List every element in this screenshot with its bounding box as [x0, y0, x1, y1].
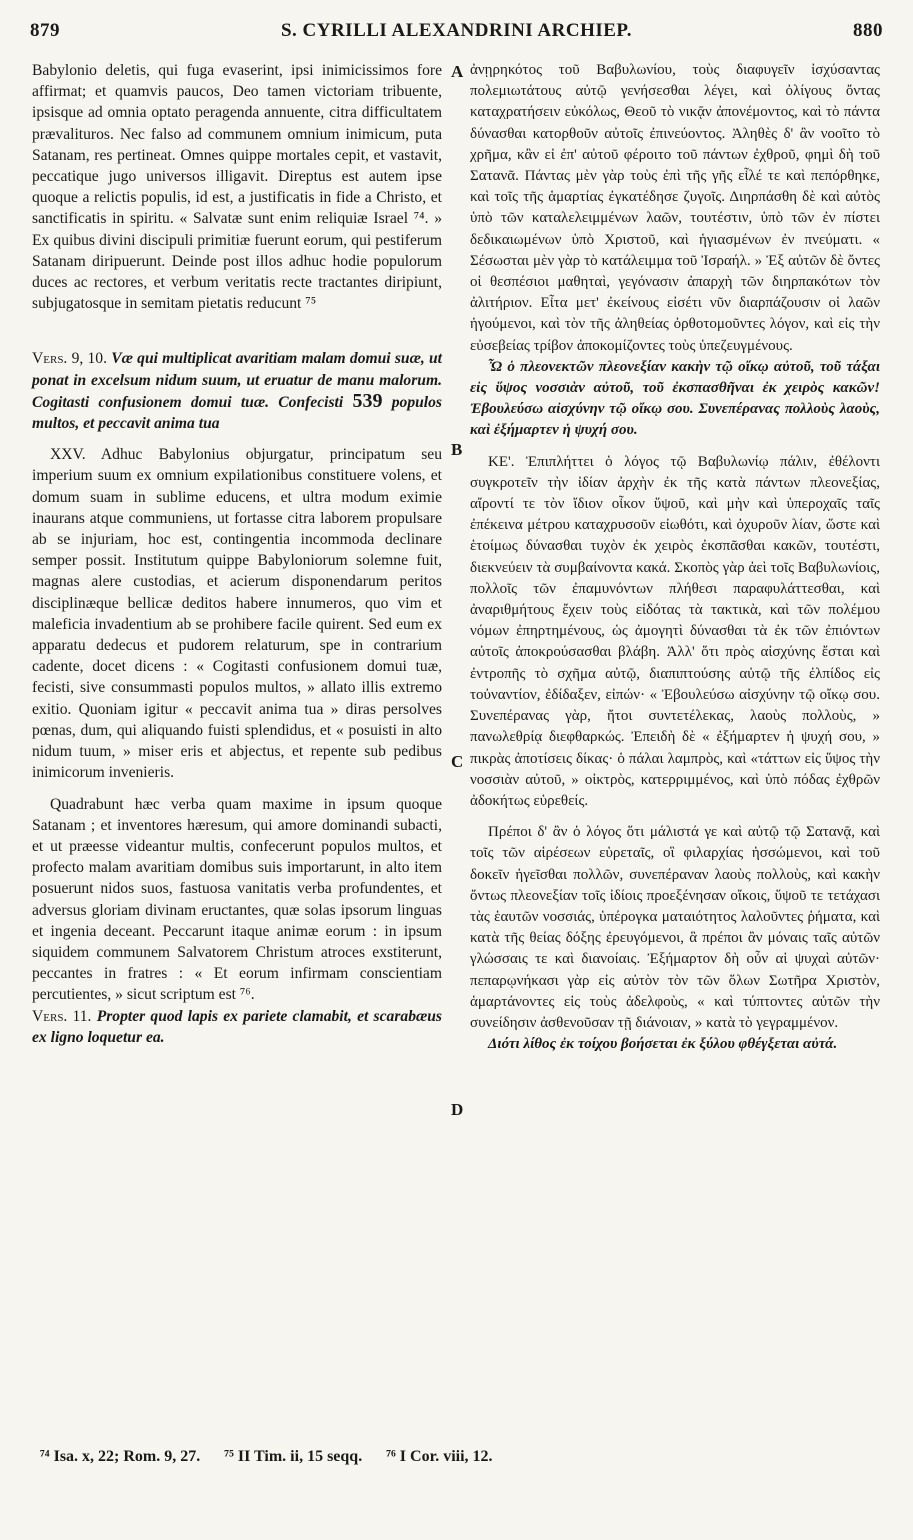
footnote-74: ⁷⁴ Isa. x, 22; Rom. 9, 27.: [40, 1448, 201, 1465]
latin-paragraph-3: Quadrabunt hæc verba quam maxime in ipsum quoque Satanam ; et inventores hæresum, qui amore dominandi subacti, et ut præesse videantur multis, confecerunt populos multos, et profecto malam avaritiam domibus suis importarunt, in alto item posuerunt nidos suos, fastuosa vanitatis verba profundentes, et adversus gloriam divinam eructantes, quæ solas ipsorum linguas et ingenia deceant. Peccarunt itaque animæ eorum : in ipsum siquidem communem Salvatorem Christum atroces exstiterunt, peccantes in fratres : « Et eorum infirmam conscientiam percutientes, » sicut scriptum est ⁷⁶.: [32, 795, 442, 1004]
greek-paragraph-3: Πρέποι δ' ἂν ὁ λόγος ὅτι μάλιστά γε καὶ αὐτῷ τῷ Σατανᾷ, καὶ τοῖς τῶν αἱρέσεων εὑρεταῖς, οἳ φιλαρχίας ἡσσώμενοι, καὶ τοῦ δοκεῖν ἡγεῖσθαι πολλῶν, συνεπέραναν λαοὺς πολλοὺς, καὶ κακὴν ὄντως πλεονεξίαν τοῖς ἰδίοις προεξένησαν οἴκοις, ὕψοῦ τε τετάχασι τὰς ἑαυτῶν νοσσιάς, ὑπέρογκα ματαιότητος λαλοῦντες ῥήματα, καὶ κατὰ τῆς θείας δόξης ἐρευγόμενοι, ἃ πρέποι ἂν μόναις ταῖς αὐτῶν γλώσσαις τε καὶ διανοίαις. Ἐξήμαρτον δὴ οὖν αἱ ψυχαὶ αὐτῶν· πεπαρῳνήκασι γὰρ εἰς αὐτὸν τὸν τῶν ὅλων Σωτῆρα Χριστὸν, ἁμαρτάνοντες εἰς τοὺς ἀδελφοὺς, « καὶ τύπτοντες αὐτῶν τὴν συνείδησιν ἀσθενοῦσαν τῇ διάνοιαν, » κατὰ τὸ γεγραμμένον.: [470, 824, 880, 1031]
verse-11-text: Propter quod lapis ex pariete clamabit, et scarabæus ex ligno loquetur ea.: [32, 1007, 442, 1046]
latin-verse-9-10: [32, 348, 442, 434]
greek-verse-11: Διότι λίθος ἐκ τοίχου βοήσεται ἐκ ξύλου φθέγξεται αὐτά.: [488, 1036, 838, 1053]
latin-verse-11: [32, 1006, 442, 1048]
footnote-75: ⁷⁵ II Tim. ii, 15 seqq.: [224, 1448, 363, 1465]
verse-text-continued: populos multos, et peccavit anima tua: [32, 393, 442, 433]
column-number: 539: [352, 389, 383, 412]
footnote-76: ⁷⁶ I Cor. viii, 12.: [386, 1448, 493, 1465]
verse-label: Vers. 9, 10.: [32, 350, 107, 368]
page-number-right: 880: [853, 20, 883, 41]
latin-paragraph-1: Babylonio deletis, qui fuga evaserint, ipsi inimicissimos fore affirmat; et quamvis paucos, Deo tamen victoriam tribuente, ipsisque ad omnia optato peragenda annuente, citra difficultatem prævalituros. Nec falso ad communem omnium inimicum, puta Satanam, res pertineat. Omnes quippe mortales cepit, et vastavit, peccatique jugo universos illigavit. Direptus est autem ipse quoque a relictis populis, id est, a justificatis in fide a Christo, et sanctificatis in spiritu. « Salvatæ sunt enim reliquiæ Israel ⁷⁴. » Ex quibus divini discipuli primitiæ fuerunt eorum, qui pestiferum Satanam diripuerunt. Deinde post illos adhuc hodie populorum duces ac rectores, et verbum veritatis recte tractantes diripiunt, subjugatosque in semitam pietatis reducunt ⁷⁵: [32, 62, 442, 313]
running-header: [30, 14, 883, 46]
greek-paragraph-2: ΚΕ'. Ἐπιπλήττει ὁ λόγος τῷ Βαβυλωνίῳ πάλιν, ἐθέλοντι συγκροτεῖν τὴν ἰδίαν ἀρχὴν ἐκ τῆς κατὰ πάντων πλεονεξίας, αἴροντί τε τὸν ἴδιον οἶκον ὕψοῦ, καὶ μὴν καὶ ὑπεροχαῖς ταῖς ἐπέκεινα μέτρου καταχρυσοῦν εἰωθότι, καὶ ὀχυροῦν λίαν, ὥστε καὶ ἑτοίμως δύνασθαι τυχὸν ἐκ χειρὸς ἐκσπᾶσθαι κακῶν, τουτέστι, διεκνεύειν τὰ συμβαίνοντα κακά. Σκοπὸς γὰρ ἀεὶ τοῖς Βαβυλωνίοις, πολλοῖς τῶν ἐπαμυνόντων πλήθεσι παραφυλάττεσθαι, καὶ ἀναριθμήτους ἔχειν τοὺς εἰδότας τὰ τακτικὰ, καὶ τῶν πολέμου νόμων ἐπηρτημένους, ὡς ἀμογητὶ δύνασθαι τὰ ἐκ τῶν ἐπιόντων αὐτοῖς ἀποκρούσασθαι βλάβη. Ἀλλ' ὅτι πρὸς αἰσχύνης ἔσται καὶ ἐντροπῆς τὸ σχῆμα αὐτῷ, διαπιπτούσης αὐτῷ τῆς ἐλπίδος εἰς τοὐναντίον, ἐδίδαξεν, εἰπών· « Ἐβουλεύσω αἰσχύνην τῷ οἴκῳ σου. Συνεπέρανας γὰρ, ἤτοι συντετέλεκας, λαοὺς πολλοὺς, » πανωλεθρίᾳ διεφθαρκώς. Ἐπειδὴ δὲ « ἐξήμαρτεν ἡ ψυχή σου, » πικρὰς ἀποτίσεις δίκας· ὁ πάλαι λαμπρὸς, καὶ «τάττων εἰς ὕψος τὴν νοσσιὰν αὐτοῦ, » οἰκτρὸς, κατερριμμένος, καὶ ὑπὸ πόδας ἐχθρῶν ἀδοκήτως εὑρεθείς.: [470, 453, 880, 809]
greek-verse-9-10: Ὦ ὁ πλεονεκτῶν πλεονεξίαν κακὴν τῷ οἴκῳ αὐτοῦ, τοῦ τάξαι εἰς ὕψος νοσσιὰν αὐτοῦ, τοῦ ἐκσπασθῆναι ἐκ χειρὸς κακῶν! Ἐβουλεύσω αἰσχύνην τῷ οἴκῳ σου. Συνεπέρανας πολλοὺς λαοὺς, καὶ ἐξήμαρτεν ἡ ψυχή σου.: [470, 358, 880, 439]
greek-paragraph-1: ἀνῃρηκότος τοῦ Βαβυλωνίου, τοὺς διαφυγεῖν ἰσχύσαντας πολεμιωτάτους αὐτῷ γενήσεσθαι λέγει, καὶ ὀλίγους ὄντας καταχρατήσειν εὐκόλως, Θεοῦ τὸ νικᾷν ἀπονέμοντος, καὶ τὸ πάντα δύνασθαι κατορθοῦν αὐτοῖς ἐπινεύοντος. Ἀληθὲς δ' ἂν νοοῖτο τὸ χρῆμα, κἂν εἰ ἐπ' αὐτοῦ φέροιτο τοῦ πάντων ἐχθροῦ, φημὶ δὴ τοῦ Σατανᾶ. Πάντας μὲν γὰρ τοὺς ἐπὶ τῆς γῆς εἷλέ τε καὶ πεπόρθηκε, καὶ τοῖς τῆς ἁμαρτίας ἐγκατέδησε ζυγοῖς. Διηρπάσθη δὲ καὶ αὐτὸς ὑπὸ τῶν καταλελειμμένων λαῶν, τουτέστιν, ὑπὸ τῶν ἐν πίστει δεδικαιωμένων ὑπὸ Χριστοῦ, καὶ ἡγιασμένων ἐν πνεύματι. « Σέσωσται μὲν γὰρ τὸ κατάλειμμα τοῦ Ἰσραήλ. » Ἐξ αὐτῶν δὲ ὄντες οἱ θεσπέσιοι μαθηταὶ, γεγόνασιν ἀπαρχὴ τῶν διηρπακότων τὸν ἀλιτήριον. Εἶτα μετ' ἐκείνους εἰσέτι νῦν διαρπάζουσιν οἱ λαῶν ἡγούμενοι, καὶ τὸν τῆς ἀληθείας ὀρθοτομοῦντες λόγον, καὶ εἰς τὴν εὐσεβείας τρίβον ἀποκομίζοντες τοὺς ὑπεζευγμένους.: [470, 62, 880, 354]
margin-letter-c: C: [451, 752, 464, 771]
footnotes: [40, 1448, 873, 1466]
verse-11-label: Vers. 11.: [32, 1007, 92, 1025]
margin-letter-d: D: [451, 1100, 464, 1119]
verse-text: Væ qui multiplicat avaritiam malam domui suæ, ut ponat in excelsum nidum suum, ut eruatur de manu malorum. Cogitasti confusionem domui tuæ. Confecisti: [32, 350, 443, 411]
margin-letter-b: B: [451, 440, 463, 459]
page-title: S. CYRILLI ALEXANDRINI ARCHIEP.: [280, 20, 633, 41]
greek-column: [470, 60, 880, 1055]
latin-column: [32, 60, 442, 1048]
latin-paragraph-2: XXV. Adhuc Babylonius objurgatur, principatum seu imperium suum ex omnium expilationibus constituere volens, et domum suam in sublime educens, et ultra modum eximie inaurans atque communiens, ut fortasse citra laborem propulsare ab se injuriam, hoc est, contingentia incommoda declinare semper possit. Institutum quippe Babyloniorum solemne fuit, magnas alere custodias, et acierum disponendarum peritos disciplinæque bellicæ deditos habere innumeros, quo vim et maleficia invadentium ab se prohibere facile quirent. Sed eum ex apparatu dedecus et pudorem relaturum, spe in contrarium cadente, docet dicens : « Cogitasti confusionem domui tuæ, fecisti, sive consummasti populos multos, » allato illis extremo exitio. Quoniam igitur « peccavit anima tua » diras persolves pœnas, dum, qui aliquando fuisti splendidus, et « posuisti in alto nidum tuum, » miser eris et abjectus, et repente sub pedibus inimicorum invenieris.: [32, 446, 442, 782]
page-number-left: 879: [30, 20, 60, 41]
margin-letter-a: A: [451, 62, 464, 81]
